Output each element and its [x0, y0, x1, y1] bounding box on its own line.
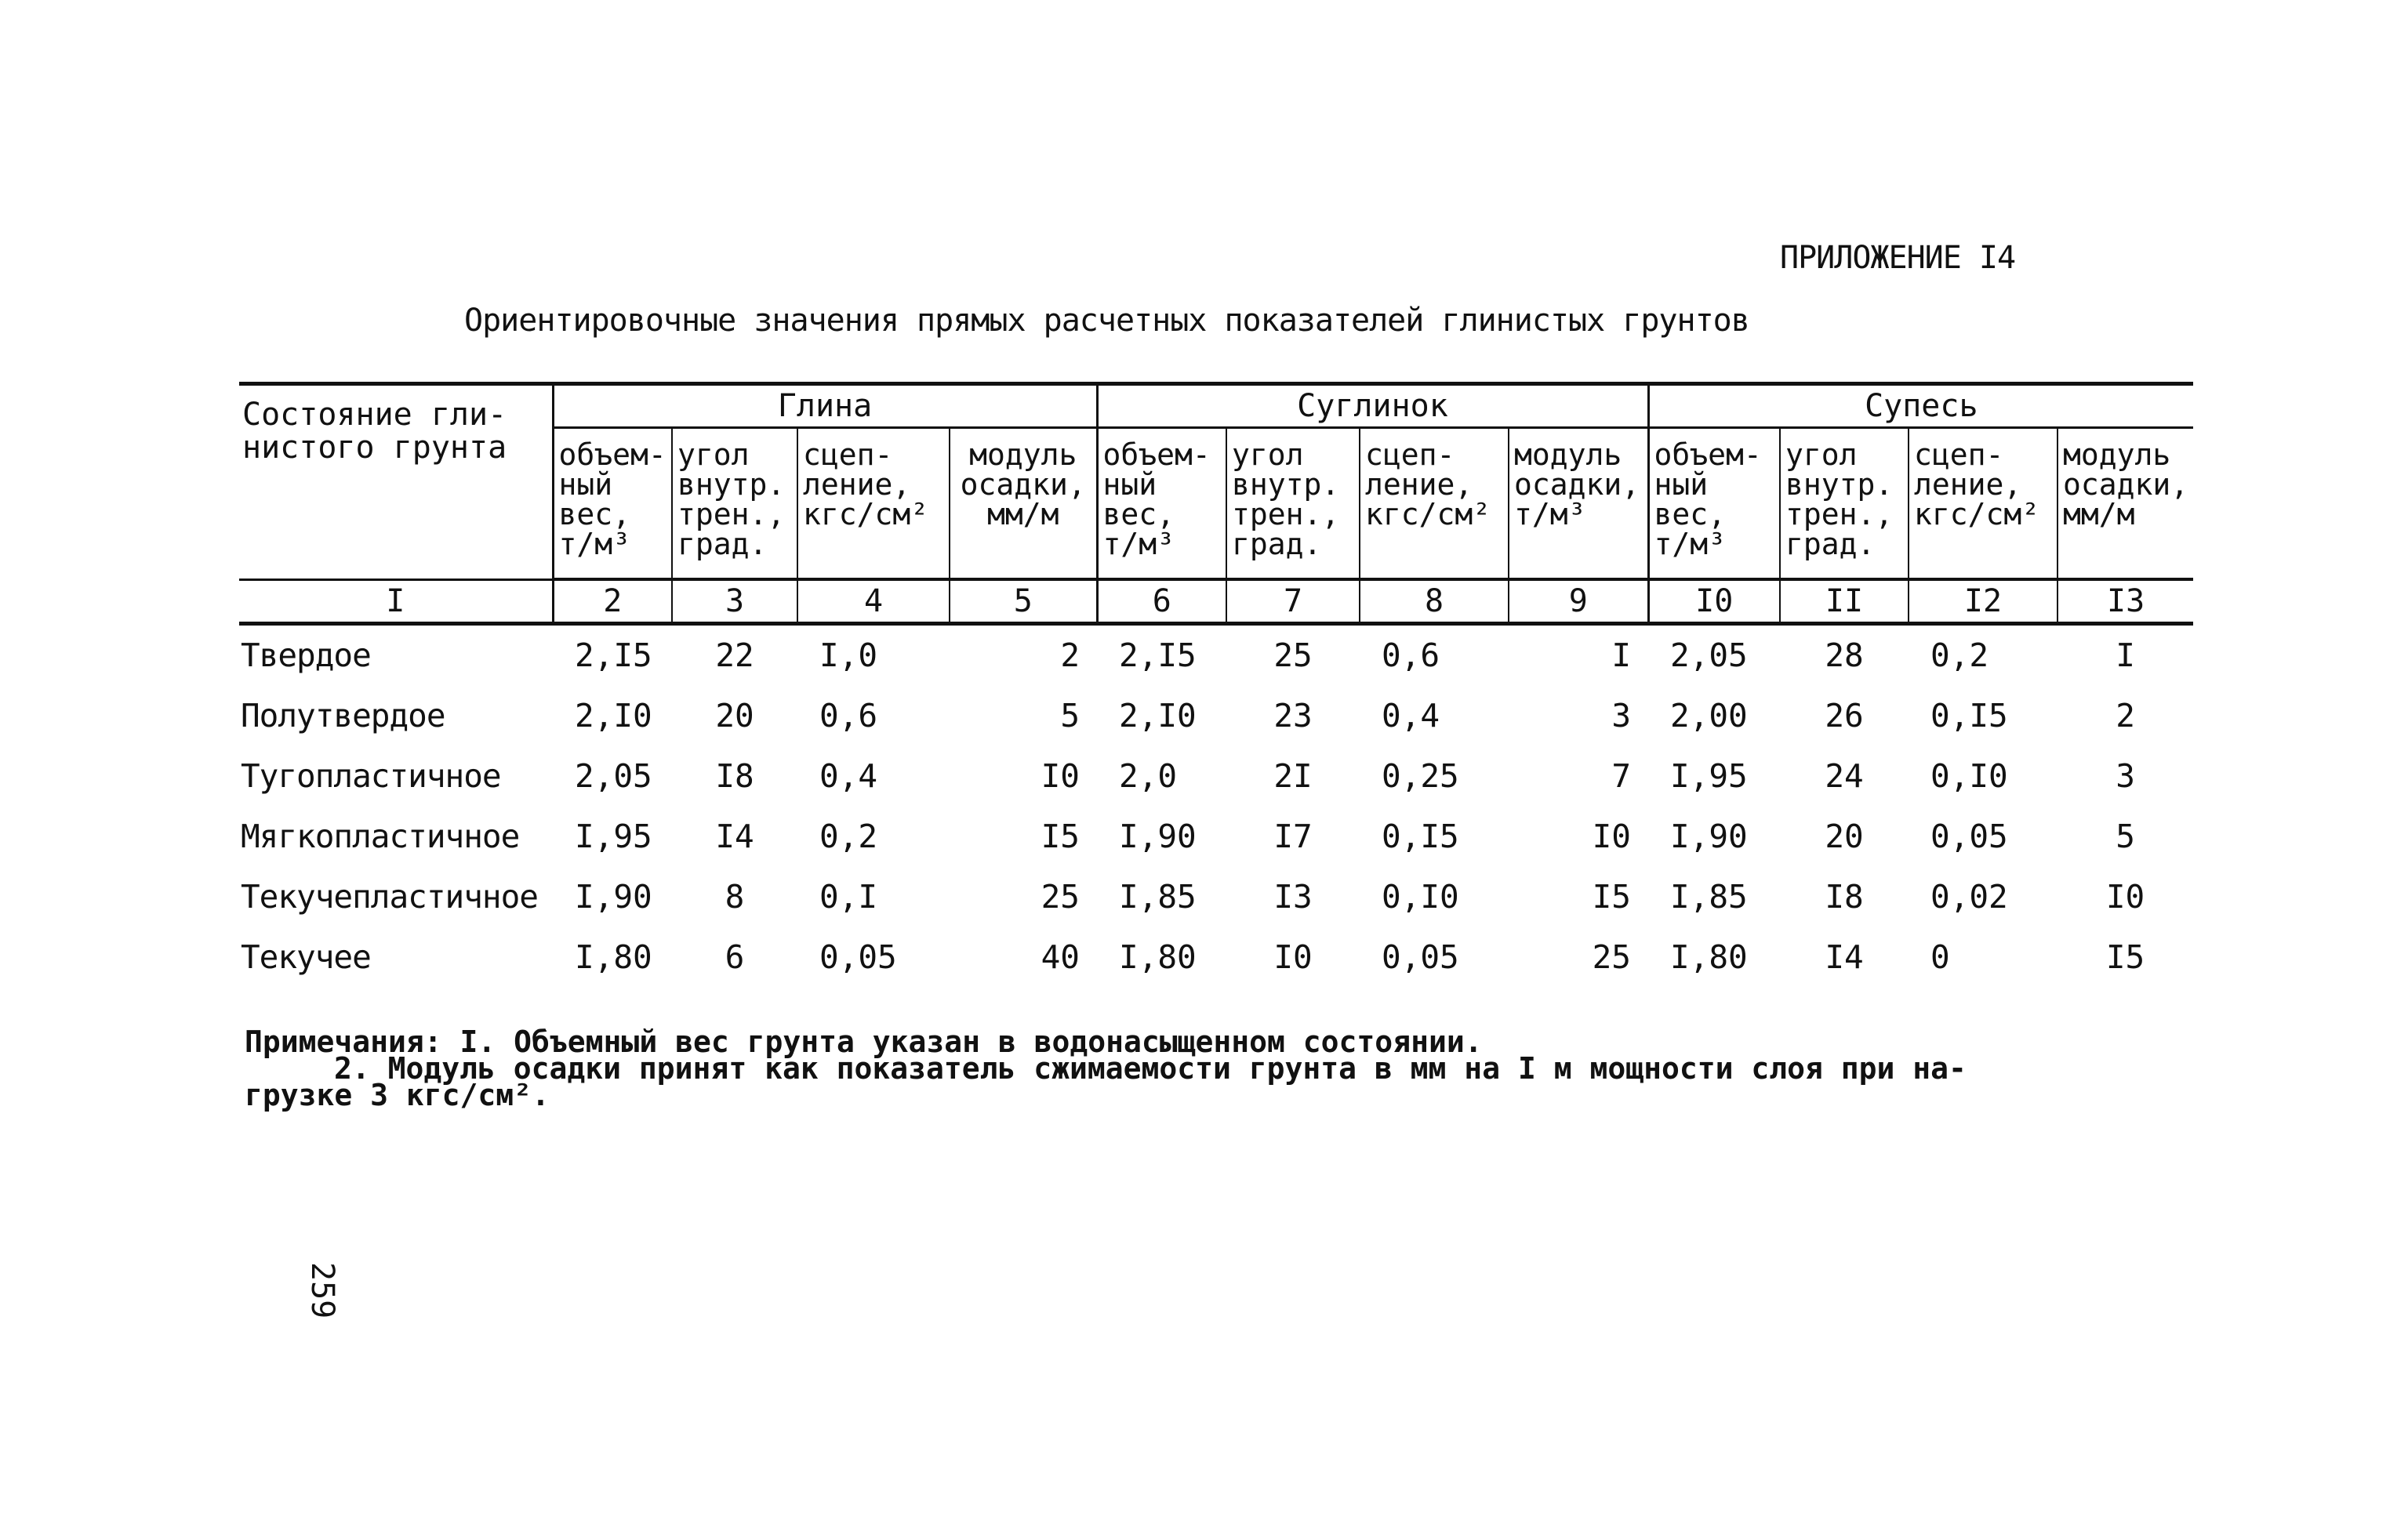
- table-cell: 0,4: [819, 757, 878, 795]
- col-header-friction-angle: угол внутр. трен., град.: [672, 428, 797, 580]
- col-header-cohesion: сцеп- ление, кгс/см²: [1909, 428, 2058, 580]
- soil-state-cell: Твердое: [241, 637, 371, 674]
- table-cell: 8: [725, 878, 745, 916]
- col-header-friction-angle: угол внутр. трен., град.: [1780, 428, 1909, 580]
- table-cell: 2: [2116, 697, 2135, 734]
- column-number: I3: [2058, 579, 2193, 624]
- table-cell: 0,I5: [1930, 697, 2008, 734]
- col-header-settlement-modulus: модуль осадки, т/м³: [1509, 428, 1648, 580]
- note-2: 2. Модуль осадки принят как показатель сжимаемости грунта в мм на I м мощности слоя при на-: [334, 1051, 1967, 1086]
- table-cell: 0,05: [819, 938, 897, 976]
- table-cell: I8: [1825, 878, 1864, 916]
- appendix-label: ПРИЛОЖЕНИЕ I4: [1780, 240, 2016, 276]
- table-cell: I4: [715, 818, 754, 855]
- table-cell: 25: [1592, 938, 1631, 976]
- table-cell: I,90: [1119, 818, 1197, 855]
- table-cell: 0,6: [1382, 637, 1440, 674]
- col-header-settlement-modulus: модуль осадки, мм/м: [2058, 428, 2193, 580]
- table-cell: 20: [1825, 818, 1864, 855]
- table-cell: 0,05: [1930, 818, 2008, 855]
- column-number: I: [239, 579, 553, 624]
- soil-state-cell: Текучее: [241, 938, 371, 976]
- table-cell: I5: [1592, 878, 1631, 916]
- table-cell: I0: [1041, 757, 1080, 795]
- table-cell: 0,I: [819, 878, 878, 916]
- table-cell: 2: [1060, 637, 1080, 674]
- table-cell: 3: [2116, 757, 2135, 795]
- table-cell: I4: [1825, 938, 1864, 976]
- table-cell: 28: [1825, 637, 1864, 674]
- table-row: [239, 746, 2193, 807]
- table-cell: 22: [715, 637, 754, 674]
- soil-state-cell: Полутвердое: [241, 697, 445, 734]
- group-header-sandy-loam: Супесь: [1648, 384, 2193, 428]
- table-cell: I,90: [1670, 818, 1748, 855]
- col-header-settlement-modulus: модуль осадки, мм/м: [950, 428, 1097, 580]
- group-header-clay: Глина: [553, 384, 1097, 428]
- table-cell: 7: [1611, 757, 1631, 795]
- table-cell: I5: [1041, 818, 1080, 855]
- table-cell: I,85: [1119, 878, 1197, 916]
- col-header-density: объем- ный вес, т/м³: [553, 428, 672, 580]
- table-cell: 5: [2116, 818, 2135, 855]
- table-cell: 0,I0: [1930, 757, 2008, 795]
- col-header-friction-angle: угол внутр. трен., град.: [1226, 428, 1360, 580]
- table-cell: 0,4: [1382, 697, 1440, 734]
- table-cell: I,90: [575, 878, 652, 916]
- col-header-cohesion: сцеп- ление, кгс/см²: [797, 428, 950, 580]
- column-number: 5: [950, 579, 1097, 624]
- table-cell: 23: [1273, 697, 1313, 734]
- table-cell: I5: [2105, 938, 2145, 976]
- table-row: [239, 624, 2193, 687]
- group-header-loam: Суглинок: [1097, 384, 1648, 428]
- column-number: 9: [1509, 579, 1648, 624]
- table-cell: 2,05: [575, 757, 652, 795]
- table-cell: 0,I5: [1382, 818, 1459, 855]
- column-number: I0: [1648, 579, 1780, 624]
- table-cell: 0,02: [1930, 878, 2008, 916]
- table-cell: 0,I0: [1382, 878, 1459, 916]
- column-number: 2: [553, 579, 672, 624]
- state-column-header: Состояние гли- нистого грунта: [239, 384, 553, 580]
- table-cell: 2,I5: [1119, 637, 1197, 674]
- col-header-cohesion: сцеп- ление, кгс/см²: [1360, 428, 1509, 580]
- table-cell: I0: [2105, 878, 2145, 916]
- table-cell: 2I: [1273, 757, 1313, 795]
- table-cell: 0,05: [1382, 938, 1459, 976]
- table-cell: I3: [1273, 878, 1313, 916]
- table-cell: I,80: [1119, 938, 1197, 976]
- table-cell: 25: [1041, 878, 1080, 916]
- table-cell: I7: [1273, 818, 1313, 855]
- column-number: 8: [1360, 579, 1509, 624]
- table-cell: 40: [1041, 938, 1080, 976]
- column-number: II: [1780, 579, 1909, 624]
- notes-block: [245, 1025, 1967, 1112]
- table-cell: I,80: [1670, 938, 1748, 976]
- table-cell: 5: [1060, 697, 1080, 734]
- soil-state-cell: Текучепластичное: [241, 878, 538, 916]
- col-header-density: объем- ный вес, т/м³: [1097, 428, 1226, 580]
- soil-parameters-table: [239, 382, 2193, 988]
- col-header-density: объем- ный вес, т/м³: [1648, 428, 1780, 580]
- table-row: [239, 927, 2193, 988]
- table-row: [239, 686, 2193, 746]
- soil-state-cell: Тугопластичное: [241, 757, 501, 795]
- table-cell: 2,I0: [1119, 697, 1197, 734]
- table-cell: 24: [1825, 757, 1864, 795]
- table-cell: I8: [715, 757, 754, 795]
- table-row: [239, 867, 2193, 927]
- table-cell: 0: [1930, 938, 1950, 976]
- note-1: Примечания: I. Объемный вес грунта указан в водонасыщенном состоянии.: [245, 1025, 1483, 1059]
- table-cell: I,95: [1670, 757, 1748, 795]
- table-cell: I,80: [575, 938, 652, 976]
- table-cell: 6: [725, 938, 745, 976]
- table-cell: I: [2116, 637, 2135, 674]
- column-number-row: [239, 579, 2193, 624]
- table-cell: 2,0: [1119, 757, 1178, 795]
- column-number: 4: [797, 579, 950, 624]
- table-cell: 2,00: [1670, 697, 1748, 734]
- table-cell: I,85: [1670, 878, 1748, 916]
- table-cell: I,0: [819, 637, 878, 674]
- table-cell: I,95: [575, 818, 652, 855]
- table-cell: 2,I0: [575, 697, 652, 734]
- table-cell: 3: [1611, 697, 1631, 734]
- table-cell: 26: [1825, 697, 1864, 734]
- table-cell: 2,05: [1670, 637, 1748, 674]
- table-row: [239, 807, 2193, 867]
- table-cell: 2,I5: [575, 637, 652, 674]
- column-number: I2: [1909, 579, 2058, 624]
- note-2-continuation: грузке 3 кгс/см².: [245, 1078, 550, 1112]
- column-number: 7: [1226, 579, 1360, 624]
- table-cell: I0: [1273, 938, 1313, 976]
- column-number: 6: [1097, 579, 1226, 624]
- table-cell: I0: [1592, 818, 1631, 855]
- table-cell: 0,2: [1930, 637, 1989, 674]
- table-cell: 0,6: [819, 697, 878, 734]
- page-number: 259: [304, 1262, 340, 1319]
- table-cell: I: [1611, 637, 1631, 674]
- table-cell: 0,25: [1382, 757, 1459, 795]
- soil-state-cell: Мягкопластичное: [241, 818, 520, 855]
- table-title: Ориентировочные значения прямых расчетных показателей глинистых грунтов: [464, 303, 1749, 339]
- table-cell: 0,2: [819, 818, 878, 855]
- table-cell: 20: [715, 697, 754, 734]
- table-cell: 25: [1273, 637, 1313, 674]
- column-number: 3: [672, 579, 797, 624]
